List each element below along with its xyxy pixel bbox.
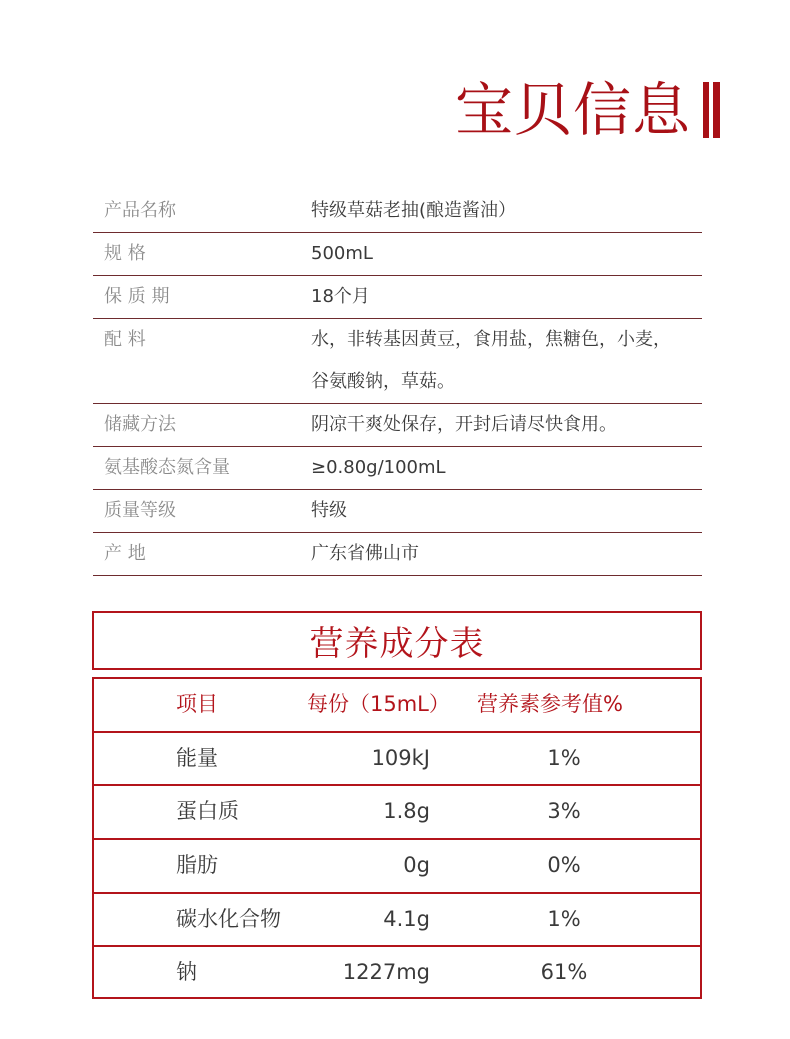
table-row — [94, 786, 700, 840]
nutrient-amount: 4.1g — [383, 906, 430, 931]
table-row — [94, 733, 700, 787]
page-title: 宝贝信息 — [455, 76, 692, 144]
table-row — [94, 894, 700, 948]
info-row-shelf-life — [93, 276, 702, 319]
ingredients-line-1: 水，非转基因黄豆，食用盐，焦糖色，小麦， — [311, 329, 671, 350]
info-value: 特级草菇老抽(酿造酱油） — [311, 200, 517, 221]
header-nrv: 营养素参考值% — [477, 692, 623, 716]
nutrition-title-box — [92, 611, 702, 670]
title-bar-thin — [703, 82, 709, 138]
info-row-amino-nitrogen — [93, 447, 702, 490]
ingredients-line-2: 谷氨酸钠，草菇。 — [311, 371, 455, 392]
info-label: 储藏方法 — [104, 414, 176, 435]
info-label: 规 格 — [104, 243, 146, 264]
table-row — [94, 947, 700, 1001]
info-value: 广东省佛山市 — [311, 543, 419, 564]
info-value: 特级 — [311, 500, 347, 521]
nutrient-name: 碳水化合物 — [176, 906, 281, 931]
info-row-ingredients — [93, 319, 702, 404]
info-label: 产品名称 — [104, 200, 176, 221]
info-value — [311, 319, 702, 403]
nutrient-nrv: 0% — [547, 852, 581, 877]
nutrient-amount: 1.8g — [383, 799, 430, 824]
info-value: 500mL — [311, 243, 373, 264]
header-item: 项目 — [176, 692, 218, 716]
nutrient-nrv: 1% — [547, 745, 581, 770]
nutrient-nrv: 1% — [547, 906, 581, 931]
info-label: 保 质 期 — [104, 286, 170, 307]
info-row-name — [93, 190, 702, 233]
nutrient-name: 钠 — [176, 960, 197, 985]
nutrition-table — [92, 677, 702, 999]
info-label: 质量等级 — [104, 500, 176, 521]
info-row-storage — [93, 404, 702, 447]
title-bar-thick — [713, 82, 720, 138]
nutrient-nrv: 61% — [540, 960, 588, 985]
info-row-origin — [93, 533, 702, 576]
nutrient-amount: 1227mg — [342, 960, 430, 985]
table-row — [94, 840, 700, 894]
info-value: ≥0.80g/100mL — [311, 457, 446, 478]
info-label: 配 料 — [104, 329, 146, 350]
product-info-table — [93, 190, 702, 576]
info-label: 产 地 — [104, 543, 146, 564]
nutrient-amount: 109kJ — [371, 745, 430, 770]
header-per-serving: 每份（15mL） — [307, 692, 450, 716]
info-label: 氨基酸态氮含量 — [104, 457, 230, 478]
info-row-spec — [93, 233, 702, 276]
info-value: 阴凉干爽处保存，开封后请尽快食用。 — [311, 414, 617, 435]
nutrition-title: 营养成分表 — [309, 624, 485, 664]
title-decoration-bars — [703, 82, 721, 138]
info-row-grade — [93, 490, 702, 533]
nutrient-amount: 0g — [403, 852, 430, 877]
nutrient-name: 能量 — [176, 745, 218, 770]
nutrient-nrv: 3% — [547, 799, 581, 824]
nutrition-header-row — [94, 679, 700, 733]
info-value: 18个月 — [311, 286, 370, 307]
nutrient-name: 蛋白质 — [176, 799, 239, 824]
nutrient-name: 脂肪 — [176, 852, 218, 877]
